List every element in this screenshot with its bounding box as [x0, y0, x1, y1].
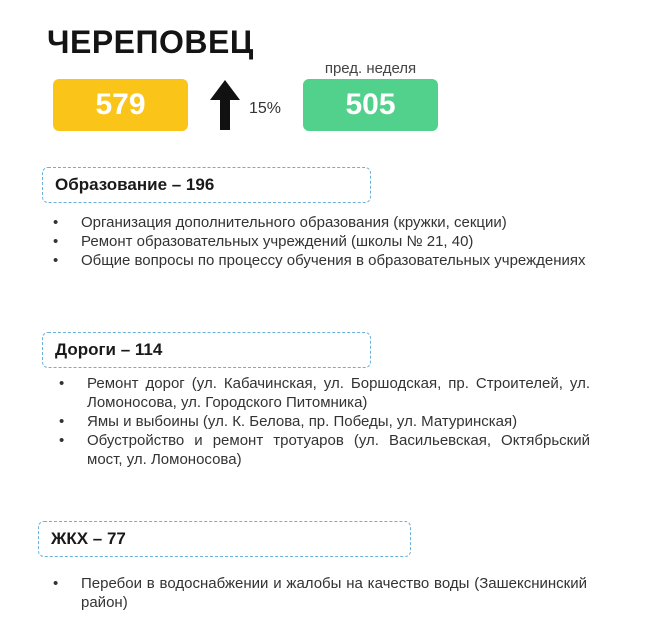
list-item: • Ямы и выбоины (ул. К. Белова, пр. Победы, ул. Матуринская) [53, 412, 590, 431]
current-week-count-badge: 579 [53, 79, 188, 131]
list-item: • Общие вопросы по процессу обучения в образовательных учреждениях [47, 251, 613, 270]
change-percent: 15% [249, 100, 282, 117]
education-issues-list [47, 213, 613, 270]
roads-issues-list [53, 374, 590, 469]
section-header-roads: Дороги – 114 [42, 332, 371, 368]
housing-utilities-issues-list [47, 574, 587, 612]
list-item: • Перебои в водоснабжении и жалобы на качество воды (Зашекснинский район) [47, 574, 587, 612]
list-item: • Обустройство и ремонт тротуаров (ул. Васильевская, Октябрьский мост, ул. Ломоносова) [53, 431, 590, 469]
arrow-up-icon [210, 80, 240, 130]
city-title: ЧЕРЕПОВЕЦ [47, 24, 254, 60]
section-header-housing-utilities: ЖКХ – 77 [38, 521, 411, 557]
previous-week-count-badge: 505 [303, 79, 438, 131]
section-header-education: Образование – 196 [42, 167, 371, 203]
previous-week-label: пред. неделя [324, 60, 417, 77]
list-item: • Ремонт образовательных учреждений (школы № 21, 40) [47, 232, 613, 251]
list-item: • Организация дополнительного образования (кружки, секции) [47, 213, 613, 232]
list-item: • Ремонт дорог (ул. Кабачинская, ул. Боршодская, пр. Строителей, ул. Ломоносова, ул. Городского Питомника) [53, 374, 590, 412]
